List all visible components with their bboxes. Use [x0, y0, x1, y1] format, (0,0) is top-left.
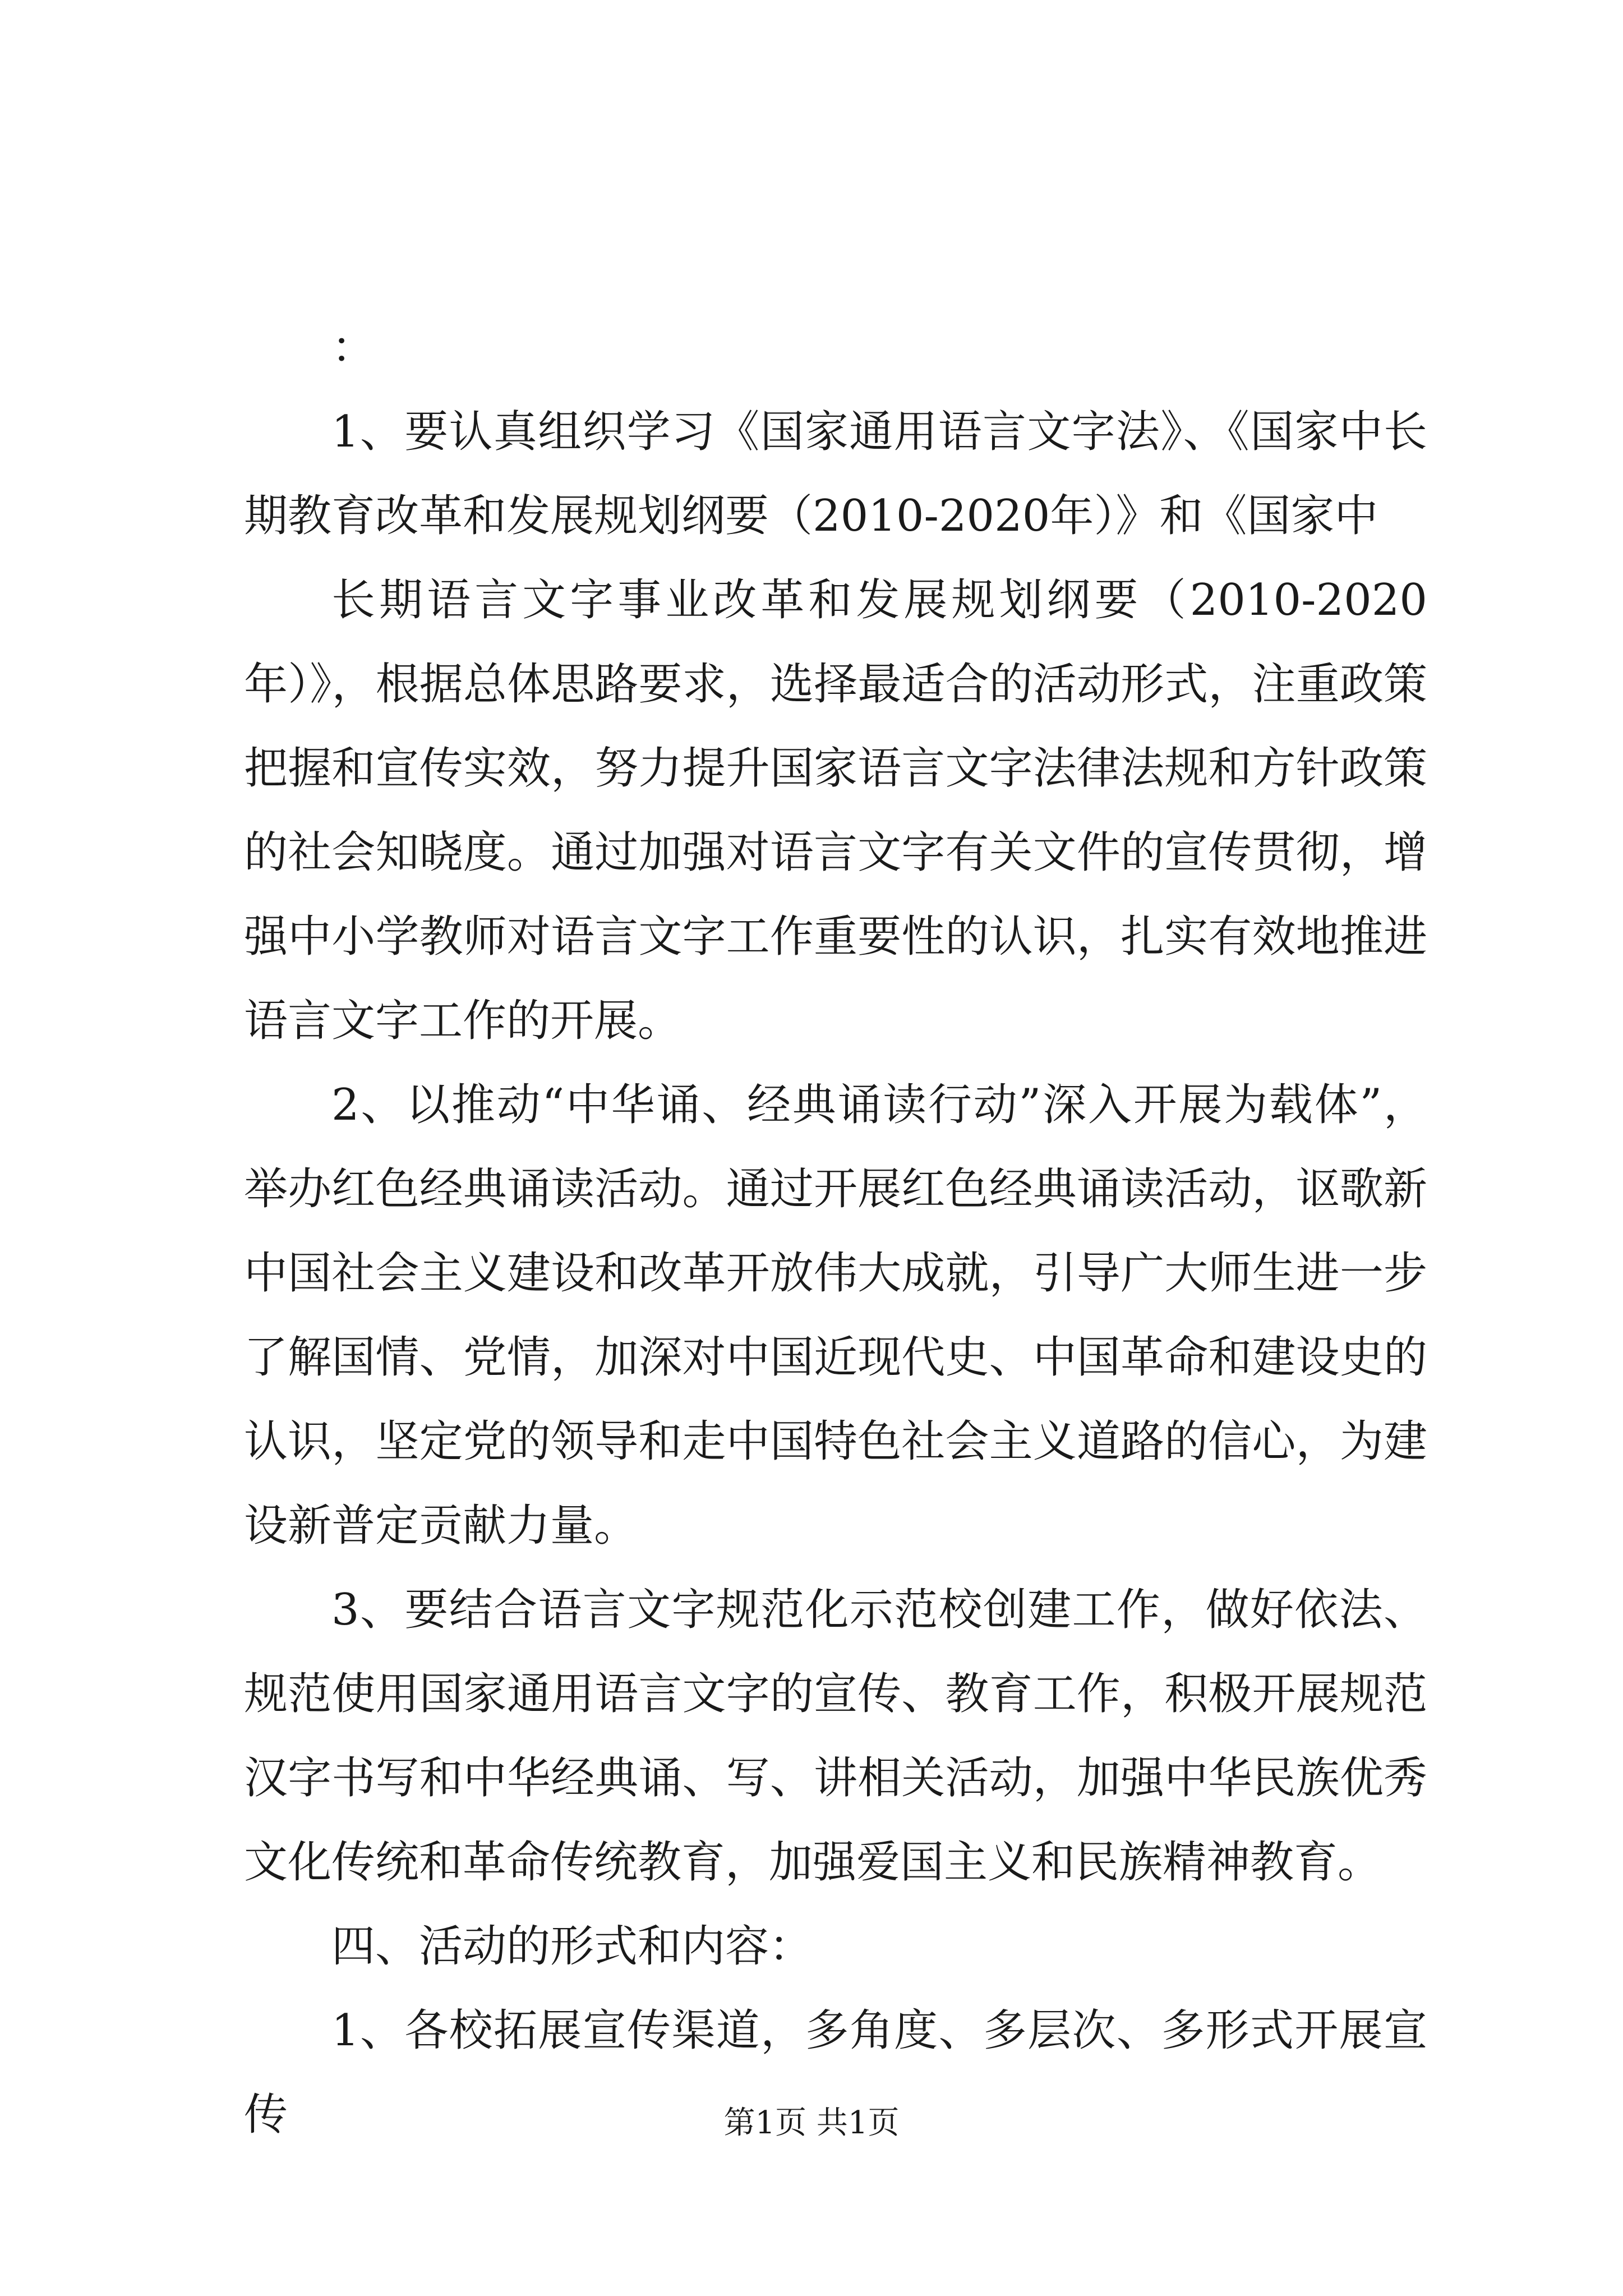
- paragraph-4-1: 1、各校拓展宣传渠道，多角度、多层次、多形式开展宣传: [244, 2005, 1427, 2140]
- paragraph-1: 1、要认真组织学习《国家通用语言文字法》、《国家中长期教育改革和发展规划纲要（2010-2020年）》和《国家中: [244, 407, 1427, 541]
- paragraph-1-continued: 长期语言文字事业改革和发展规划纲要（2010-2020年）》，根据总体思路要求，选择最适合的活动形式，注重政策把握和宣传实效，努力提升国家语言文字法律法规和方针政策的社会知晓度。通过加强对语言文字有关文件的宣传贯彻，增强中小学教师对语言文字工作重要性的认识，扎实有效地推进语言文字工作的开展。: [244, 575, 1427, 1046]
- paragraph-3: 3、要结合语言文字规范化示范校创建工作，做好依法、规范使用国家通用语言文字的宣传、教育工作，积极开展规范汉字书写和中华经典诵、写、讲相关活动，加强中华民族优秀文化传统和革命传统教育，加强爱国主义和民族精神教育。: [244, 1585, 1427, 1888]
- page-footer: 第1页 共1页: [723, 2105, 900, 2141]
- paragraph-colon: ：: [331, 323, 376, 373]
- section-heading-4: 四、活动的形式和内容：: [331, 1921, 813, 1972]
- paragraph-2: 2、以推动“中华诵、经典诵读行动”深入开展为载体”，举办红色经典诵读活动。通过开展红色经典诵读活动，讴歌新中国社会主义建设和改革开放伟大成就，引导广大师生进一步了解国情、党情，加深对中国近现代史、中国革命和建设史的认识，坚定党的领导和走中国特色社会主义道路的信心，为建设新普定贡献力量。: [244, 1080, 1427, 1551]
- document-body: [244, 306, 1427, 2157]
